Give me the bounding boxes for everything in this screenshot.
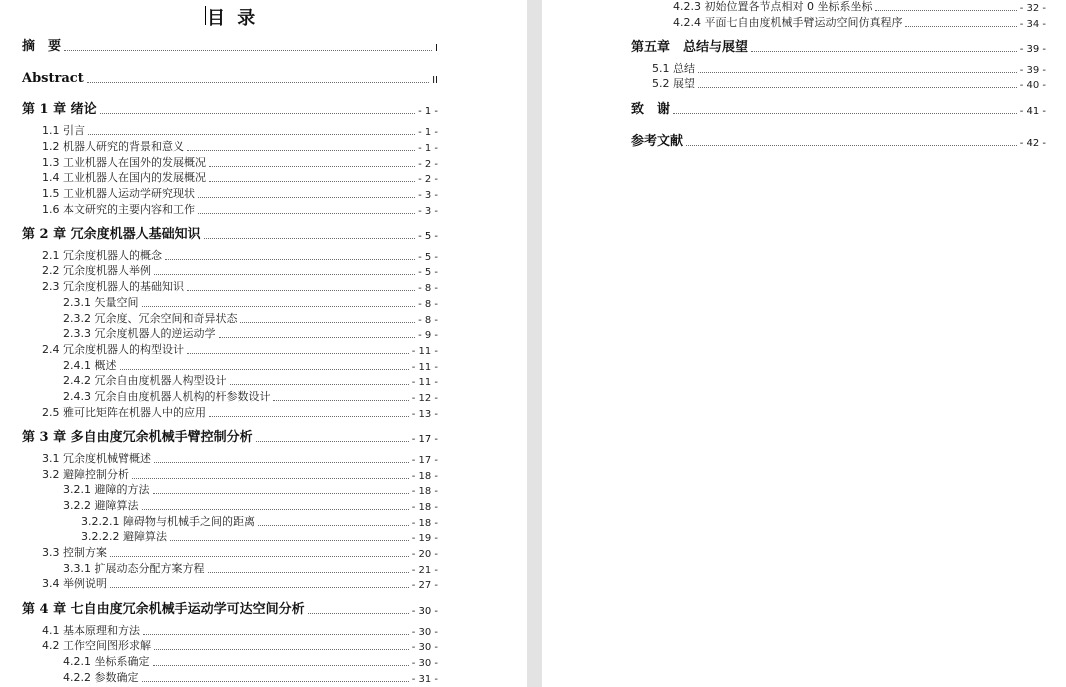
toc-entry-page-number: - 40 - [1019,80,1046,91]
page-gap [527,0,542,687]
toc-entry-title: 1.2 机器人研究的背景和意义 [42,140,184,153]
toc-entry-title: 第 4 章 七自由度冗余机械手运动学可达空间分析 [22,602,305,617]
toc-entry[interactable] [63,562,438,576]
dot-leader [209,181,415,182]
toc-entry-page-number: - 19 - [411,533,438,544]
toc-entry-page-number: - 18 - [411,471,438,482]
toc-entry-title: 4.2.3 初始位置各节点相对 0 坐标系坐标 [673,0,873,13]
dot-leader [673,113,1017,114]
toc-entry-title: 3.1 冗余度机械臂概述 [42,452,151,465]
toc-entry[interactable] [42,468,438,482]
dot-leader [187,290,415,291]
toc-entry-page-number: - 30 - [411,627,438,638]
dot-leader [154,462,409,463]
toc-entry-page-number: - 17 - [411,434,438,445]
toc-entry[interactable] [22,38,438,54]
toc-entry-title: 致 谢 [631,102,671,117]
toc-entry-title: 参考文献 [631,134,684,149]
toc-entry-page-number: - 31 - [411,674,438,685]
toc-entry-page-number: - 13 - [411,409,438,420]
dot-leader [100,113,415,114]
dot-leader [142,681,409,682]
toc-entry-title: 5.1 总结 [652,62,695,75]
dot-leader [120,369,409,370]
toc-entry-title: 1.4 工业机器人在国内的发展概况 [42,171,206,184]
toc-entry[interactable] [42,280,438,294]
toc-entry[interactable] [652,62,1046,76]
toc-entry[interactable] [652,77,1046,91]
dot-leader [87,82,429,83]
toc-entry-page-number: - 42 - [1019,138,1046,149]
toc-entry[interactable] [63,499,438,513]
toc-entry-title: 3.3 控制方案 [42,546,107,559]
toc-entry-title: 4.2.1 坐标系确定 [63,655,150,668]
toc-entry-page-number: - 12 - [411,393,438,404]
toc-entry-page-number: - 39 - [1019,44,1046,55]
dot-leader [110,556,409,557]
toc-entry[interactable] [63,655,438,669]
toc-entry-page-number: - 27 - [411,580,438,591]
toc-entry[interactable] [22,226,438,242]
toc-entry[interactable] [22,601,438,617]
toc-entry-page-number: - 30 - [411,642,438,653]
dot-leader [256,441,409,442]
toc-entry-page-number: - 3 - [418,190,438,201]
dot-leader [751,51,1017,52]
dot-leader [198,197,415,198]
toc-entry-page-number: - 5 - [418,267,438,278]
toc-entry[interactable] [631,133,1046,149]
toc-entry[interactable] [631,101,1046,117]
dot-leader [204,238,415,239]
toc-entry[interactable] [631,39,1046,55]
toc-entry[interactable] [42,343,438,357]
toc-entry-title: 4.2 工作空间图形求解 [42,639,151,652]
dot-leader [170,540,409,541]
toc-entry-page-number: - 32 - [1019,3,1046,14]
toc-entry[interactable] [42,249,438,263]
toc-entry-title: 摘 要 [22,39,62,54]
toc-entry[interactable] [22,429,438,445]
toc-entry-title: 2.4 冗余度机器人的构型设计 [42,343,184,356]
toc-entry-page-number: I [435,43,438,54]
dot-leader [153,665,409,666]
dot-leader [165,259,415,260]
toc-entry-title: 2.3.1 矢量空间 [63,296,139,309]
dot-leader [240,322,415,323]
dot-leader [905,26,1016,27]
toc-entry-page-number: - 5 - [418,252,438,263]
toc-entry[interactable] [63,483,438,497]
toc-entry[interactable] [42,452,438,466]
toc-entry[interactable] [63,671,438,685]
dot-leader [154,649,409,650]
toc-entry[interactable] [81,515,438,529]
dot-leader [686,145,1017,146]
toc-entry-title: 3.2.2.2 避障算法 [81,530,167,543]
toc-entry[interactable] [42,406,438,420]
dot-leader [142,509,409,510]
toc-entry-page-number: - 18 - [411,502,438,513]
toc-entry-title: 5.2 展望 [652,77,695,90]
toc-entry-page-number: - 39 - [1019,65,1046,76]
toc-page-left [0,0,527,687]
toc-entry[interactable] [63,390,438,404]
dot-leader [110,587,409,588]
toc-entry-page-number: - 3 - [418,206,438,217]
toc-entry-page-number: II [432,75,438,86]
dot-leader [219,337,416,338]
toc-entry-title: 2.5 雅可比矩阵在机器人中的应用 [42,406,206,419]
toc-entry-title: 第 2 章 冗余度机器人基础知识 [22,227,201,242]
toc-entry-title: 3.2.2 避障算法 [63,499,139,512]
toc-entry[interactable] [42,624,438,638]
toc-entry[interactable] [63,359,438,373]
toc-entry[interactable] [673,16,1046,30]
toc-entry-title: 4.2.2 参数确定 [63,671,139,684]
toc-entry[interactable] [63,296,438,310]
toc-page-right [542,0,1066,687]
toc-entry-page-number: - 41 - [1019,106,1046,117]
toc-entry-title: 2.4.3 冗余自由度机器人机构的杆参数设计 [63,390,271,403]
toc-entry[interactable] [22,70,438,86]
dot-leader [875,10,1016,11]
toc-entry-title: 3.4 举例说明 [42,577,107,590]
dot-leader [209,416,409,417]
toc-entry[interactable] [42,639,438,653]
toc-entry[interactable] [63,327,438,341]
toc-entry-page-number: - 1 - [418,143,438,154]
toc-entry-title: 2.4.2 冗余自由度机器人构型设计 [63,374,227,387]
text-cursor [205,6,206,25]
toc-entry[interactable] [673,0,1046,14]
toc-entry-title: 2.2 冗余度机器人举例 [42,264,151,277]
toc-entry[interactable] [42,140,438,154]
toc-entry-page-number: - 1 - [418,106,438,117]
toc-entry[interactable] [42,156,438,170]
toc-entry[interactable] [42,577,438,591]
dot-leader [258,525,409,526]
toc-entry-page-number: - 17 - [411,455,438,466]
dot-leader [143,634,409,635]
toc-title: 目 录 [207,8,259,29]
toc-entry-page-number: - 5 - [418,231,438,242]
toc-entry-page-number: - 21 - [411,565,438,576]
toc-entry[interactable] [63,374,438,388]
toc-entry-page-number: - 8 - [418,283,438,294]
dot-leader [273,400,408,401]
toc-entry-page-number: - 8 - [418,315,438,326]
toc-entry[interactable] [42,264,438,278]
dot-leader [698,72,1017,73]
dot-leader [142,306,416,307]
dot-leader [187,150,415,151]
dot-leader [64,50,432,51]
dot-leader [698,87,1017,88]
toc-entry[interactable] [63,312,438,326]
toc-entry-page-number: - 9 - [418,330,438,341]
toc-entry[interactable] [42,171,438,185]
toc-entry-title: 3.2.1 避障的方法 [63,483,150,496]
toc-entry[interactable] [42,546,438,560]
dot-leader [230,384,409,385]
toc-entry-page-number: - 2 - [418,174,438,185]
toc-entry-title: 2.3.3 冗余度机器人的逆运动学 [63,327,216,340]
toc-entry-title: 4.1 基本原理和方法 [42,624,140,637]
dot-leader [198,213,415,214]
toc-entry-title: 3.3.1 扩展动态分配方案方程 [63,562,205,575]
toc-entry-title: 3.2 避障控制分析 [42,468,129,481]
toc-entry-page-number: - 2 - [418,159,438,170]
toc-entry-page-number: - 20 - [411,549,438,560]
toc-entry-page-number: - 11 - [411,346,438,357]
toc-entry-page-number: - 11 - [411,362,438,373]
toc-entry-page-number: - 8 - [418,299,438,310]
toc-entry[interactable] [42,203,438,217]
dot-leader [209,166,415,167]
toc-entry[interactable] [22,101,438,117]
toc-entry-title: 2.4.1 概述 [63,359,117,372]
dot-leader [308,613,409,614]
toc-entry-title: 1.6 本文研究的主要内容和工作 [42,203,195,216]
toc-entry[interactable] [42,124,438,138]
dot-leader [208,572,409,573]
toc-entry-title: 2.1 冗余度机器人的概念 [42,249,162,262]
toc-entry-page-number: - 18 - [411,518,438,529]
toc-entry-title: 第 1 章 绪论 [22,102,97,117]
toc-entry-page-number: - 34 - [1019,19,1046,30]
toc-entry-title: 2.3.2 冗余度、冗余空间和奇异状态 [63,312,238,325]
toc-entry-title: 1.1 引言 [42,124,85,137]
toc-entry-title: 1.3 工业机器人在国外的发展概况 [42,156,206,169]
toc-entry-title: 第 3 章 多自由度冗余机械手臂控制分析 [22,430,253,445]
dot-leader [132,478,409,479]
dot-leader [154,274,415,275]
toc-entry-page-number: - 11 - [411,377,438,388]
toc-entry-page-number: - 1 - [418,127,438,138]
dot-leader [88,134,415,135]
toc-entry-title: 1.5 工业机器人运动学研究现状 [42,187,195,200]
toc-entry-page-number: - 18 - [411,486,438,497]
toc-entry-page-number: - 30 - [411,606,438,617]
toc-entry-title: 第五章 总结与展望 [631,40,749,55]
toc-entry-title: 3.2.2.1 障碍物与机械手之间的距离 [81,515,255,528]
toc-entry-title: 4.2.4 平面七自由度机械手臂运动空间仿真程序 [673,16,903,29]
toc-entry-title: 2.3 冗余度机器人的基础知识 [42,280,184,293]
toc-entry[interactable] [81,530,438,544]
dot-leader [153,493,409,494]
toc-entry-page-number: - 30 - [411,658,438,669]
dot-leader [187,353,409,354]
toc-entry[interactable] [42,187,438,201]
toc-entry-title: Abstract [22,71,84,86]
